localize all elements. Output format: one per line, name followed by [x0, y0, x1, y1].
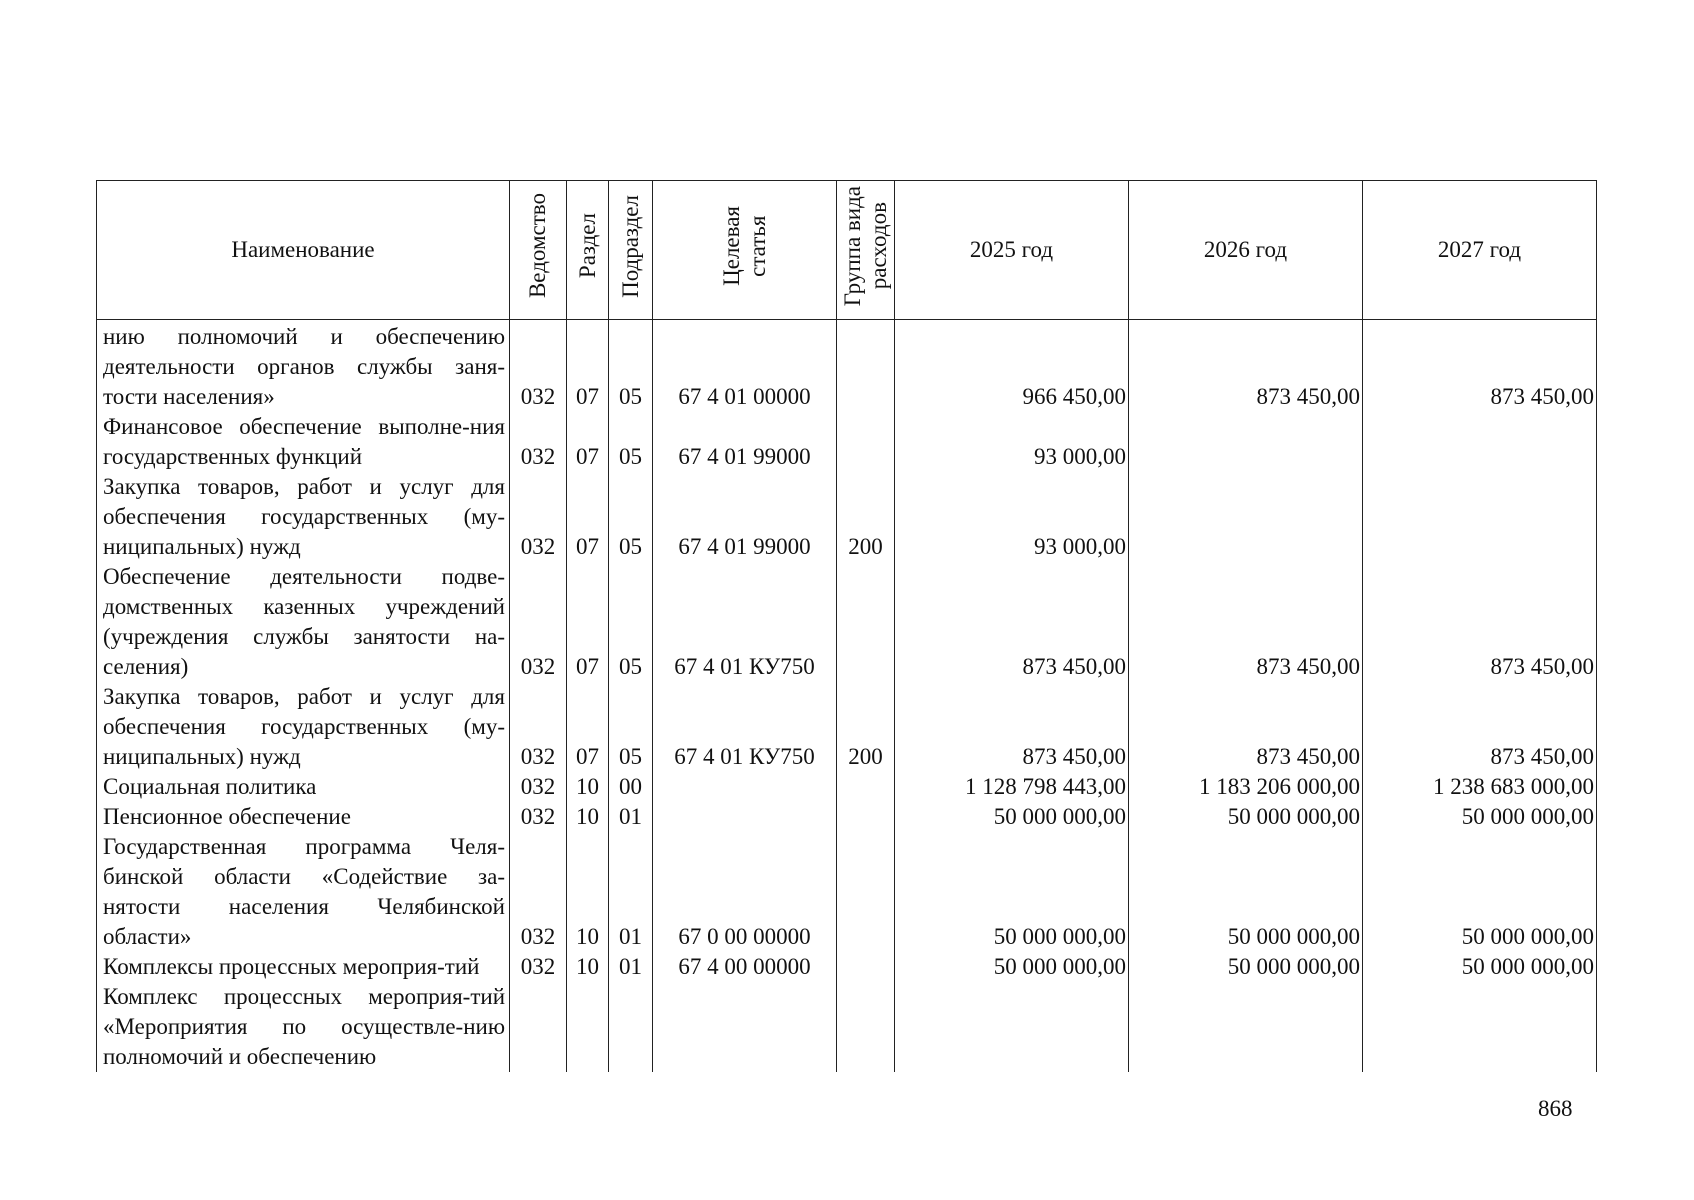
table-row	[97, 682, 1597, 772]
table-row	[97, 952, 1597, 982]
header-2026: 2026 год	[1129, 181, 1363, 320]
row-section: 07	[567, 320, 609, 413]
row-section: 10	[567, 832, 609, 952]
row-name: Комплексы процессных мероприя-тий	[97, 952, 510, 982]
row-section: 07	[567, 412, 609, 472]
row-target-article: 67 4 01 99000	[653, 472, 837, 562]
row-amount-2026: 873 450,00	[1129, 320, 1363, 413]
row-target-article: 67 4 00 00000	[653, 952, 837, 982]
row-section: 07	[567, 562, 609, 682]
row-department: 032	[510, 952, 567, 982]
row-subsection: 05	[609, 682, 653, 772]
row-amount-2027: 50 000 000,00	[1363, 832, 1597, 952]
row-target-article	[653, 982, 837, 1072]
row-expense-group	[837, 802, 895, 832]
header-expense-group: Группа вида расходов	[837, 181, 895, 320]
budget-table	[96, 180, 1597, 1072]
row-amount-2027	[1363, 472, 1597, 562]
row-subsection: 01	[609, 802, 653, 832]
row-amount-2027: 50 000 000,00	[1363, 802, 1597, 832]
row-amount-2027: 873 450,00	[1363, 320, 1597, 413]
table-row	[97, 562, 1597, 682]
row-department: 032	[510, 562, 567, 682]
row-amount-2025: 873 450,00	[895, 682, 1129, 772]
row-amount-2027	[1363, 982, 1597, 1072]
row-amount-2025: 1 128 798 443,00	[895, 772, 1129, 802]
row-amount-2026	[1129, 982, 1363, 1072]
row-department: 032	[510, 832, 567, 952]
row-expense-group	[837, 772, 895, 802]
header-section: Раздел	[567, 181, 609, 320]
row-department: 032	[510, 320, 567, 413]
row-expense-group	[837, 412, 895, 472]
row-amount-2025: 50 000 000,00	[895, 802, 1129, 832]
row-amount-2026: 873 450,00	[1129, 682, 1363, 772]
row-amount-2025: 93 000,00	[895, 412, 1129, 472]
row-expense-group	[837, 832, 895, 952]
row-target-article: 67 4 01 КУ750	[653, 562, 837, 682]
row-amount-2026	[1129, 412, 1363, 472]
row-amount-2027: 873 450,00	[1363, 562, 1597, 682]
header-2027: 2027 год	[1363, 181, 1597, 320]
row-subsection: 05	[609, 320, 653, 413]
row-department: 032	[510, 472, 567, 562]
row-amount-2026: 50 000 000,00	[1129, 832, 1363, 952]
row-subsection: 00	[609, 772, 653, 802]
row-section: 07	[567, 472, 609, 562]
row-name: Пенсионное обеспечение	[97, 802, 510, 832]
row-subsection: 05	[609, 562, 653, 682]
row-amount-2027: 873 450,00	[1363, 682, 1597, 772]
row-amount-2027: 1 238 683 000,00	[1363, 772, 1597, 802]
row-section: 10	[567, 952, 609, 982]
row-amount-2025	[895, 982, 1129, 1072]
table-row	[97, 412, 1597, 472]
row-amount-2026	[1129, 472, 1363, 562]
row-section	[567, 982, 609, 1072]
row-amount-2027	[1363, 412, 1597, 472]
row-name: Комплекс процессных мероприя-тий «Мероприятия по осуществле-нию полномочий и обеспечению	[97, 982, 510, 1072]
row-subsection: 05	[609, 412, 653, 472]
row-subsection: 01	[609, 952, 653, 982]
row-name: Социальная политика	[97, 772, 510, 802]
row-name: нию полномочий и обеспечению деятельности органов службы заня-тости населения»	[97, 320, 510, 413]
row-name: Закупка товаров, работ и услуг для обеспечения государственных (му-ниципальных) нужд	[97, 682, 510, 772]
row-department: 032	[510, 682, 567, 772]
table-row	[97, 320, 1597, 413]
row-section: 10	[567, 772, 609, 802]
row-expense-group	[837, 982, 895, 1072]
row-name: Обеспечение деятельности подве-домственных казенных учреждений (учреждения службы занятости на-селения)	[97, 562, 510, 682]
row-department	[510, 982, 567, 1072]
row-target-article	[653, 772, 837, 802]
page-number: 868	[1538, 1096, 1573, 1121]
row-amount-2026: 50 000 000,00	[1129, 952, 1363, 982]
header-department: Ведомство	[510, 181, 567, 320]
row-section: 07	[567, 682, 609, 772]
row-name: Государственная программа Челя-бинской области «Содействие за-нятости населения Челябинской области»	[97, 832, 510, 952]
row-department: 032	[510, 772, 567, 802]
header-name: Наименование	[97, 181, 510, 320]
row-department: 032	[510, 412, 567, 472]
row-target-article	[653, 802, 837, 832]
row-expense-group	[837, 562, 895, 682]
row-amount-2026: 1 183 206 000,00	[1129, 772, 1363, 802]
row-name: Финансовое обеспечение выполне-ния государственных функций	[97, 412, 510, 472]
row-amount-2025: 93 000,00	[895, 472, 1129, 562]
row-amount-2025: 873 450,00	[895, 562, 1129, 682]
row-amount-2025: 966 450,00	[895, 320, 1129, 413]
header-2025: 2025 год	[895, 181, 1129, 320]
header-subsection: Подраздел	[609, 181, 653, 320]
row-target-article: 67 0 00 00000	[653, 832, 837, 952]
row-target-article: 67 4 01 99000	[653, 412, 837, 472]
row-expense-group	[837, 952, 895, 982]
table-header-row	[97, 181, 1597, 320]
row-amount-2027: 50 000 000,00	[1363, 952, 1597, 982]
row-subsection: 01	[609, 832, 653, 952]
row-expense-group	[837, 320, 895, 413]
row-amount-2026: 873 450,00	[1129, 562, 1363, 682]
table-row	[97, 982, 1597, 1072]
row-expense-group: 200	[837, 472, 895, 562]
table-body	[97, 320, 1597, 1073]
header-target-article: Целевая статья	[653, 181, 837, 320]
row-amount-2025: 50 000 000,00	[895, 832, 1129, 952]
row-name: Закупка товаров, работ и услуг для обеспечения государственных (му-ниципальных) нужд	[97, 472, 510, 562]
row-amount-2025: 50 000 000,00	[895, 952, 1129, 982]
row-subsection	[609, 982, 653, 1072]
row-amount-2026: 50 000 000,00	[1129, 802, 1363, 832]
row-department: 032	[510, 802, 567, 832]
row-section: 10	[567, 802, 609, 832]
table-row	[97, 772, 1597, 802]
row-subsection: 05	[609, 472, 653, 562]
row-expense-group: 200	[837, 682, 895, 772]
table-row	[97, 472, 1597, 562]
table-row	[97, 802, 1597, 832]
row-target-article: 67 4 01 КУ750	[653, 682, 837, 772]
row-target-article: 67 4 01 00000	[653, 320, 837, 413]
table-row	[97, 832, 1597, 952]
